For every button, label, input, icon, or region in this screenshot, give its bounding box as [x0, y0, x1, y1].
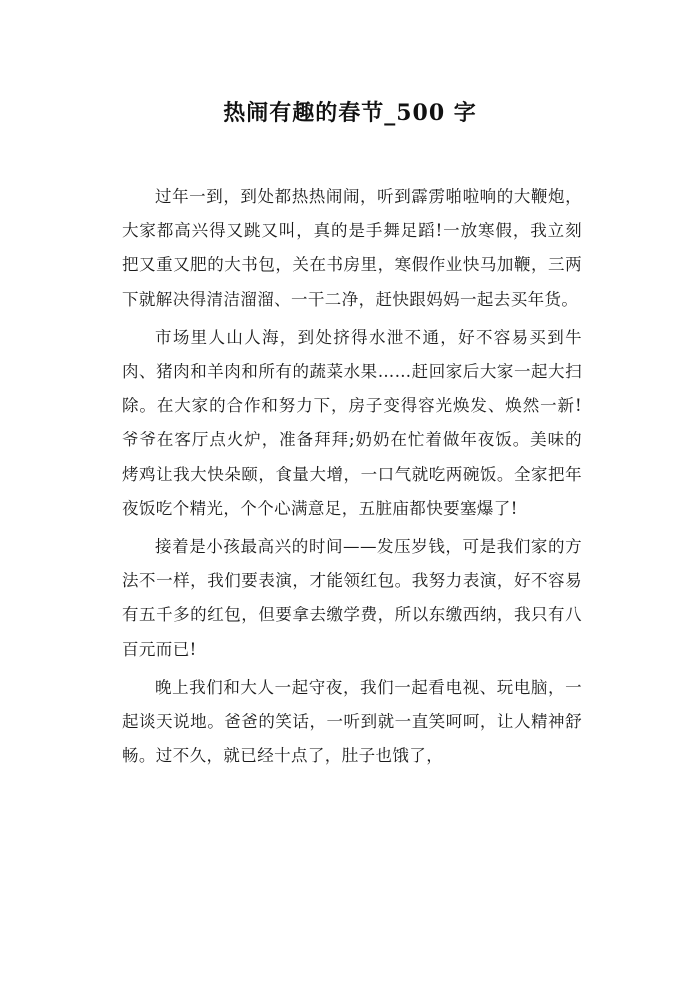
paragraph-2: 市场里人山人海，到处挤得水泄不通，好不容易买到牛肉、猪肉和羊肉和所有的蔬菜水果……赶回家后大家一起大扫除。在大家的合作和努力下，房子变得容光焕发、焕然一新!爷爷在客厅点火炉，准备拜拜;奶奶在忙着做年夜饭。美味的烤鸡让我大快朵颐，食量大增，一口气就吃两碗饭。全家把年夜饭吃个精光，个个心满意足，五脏庙都快要塞爆了!	[122, 327, 582, 518]
paragraph-1: 过年一到，到处都热热闹闹，听到霹雳啪啦响的大鞭炮，大家都高兴得又跳又叫，真的是手舞足蹈!一放寒假，我立刻把又重又肥的大书包，关在书房里，寒假作业快马加鞭，三两下就解决得清洁溜溜、一干二净，赶快跟妈妈一起去买年货。	[122, 187, 582, 309]
paragraph-4: 晚上我们和大人一起守夜，我们一起看电视、玩电脑，一起谈天说地。爸爸的笑话，一听到就一直笑呵呵，让人精神舒畅。过不久，就已经十点了，肚子也饿了，	[122, 677, 582, 766]
document-title: 热闹有趣的春节_500 字	[223, 100, 477, 126]
paragraph-3: 接着是小孩最高兴的时间——发压岁钱，可是我们家的方法不一样，我们要表演，才能领红包。我努力表演，好不容易有五千多的红包，但要拿去缴学费，所以东缴西纳，我只有八百元而已!	[122, 537, 582, 659]
document-body	[122, 180, 582, 777]
